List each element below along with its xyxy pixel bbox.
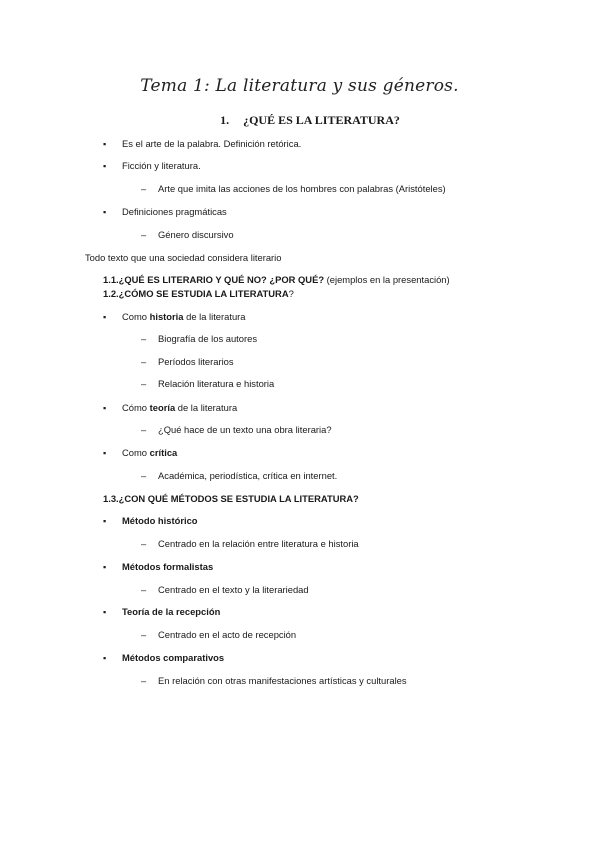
dash-icon: – — [141, 470, 147, 481]
sub-list-item: Centrado en el acto de recepción — [158, 629, 297, 640]
list-item-critica: Como crítica — [122, 447, 178, 458]
list-item: Es el arte de la palabra. Definición retórica. — [122, 138, 302, 149]
paragraph: Todo texto que una sociedad considera literario — [85, 252, 282, 263]
bullet-icon: ▪ — [103, 562, 107, 572]
bullet-icon: ▪ — [103, 653, 107, 663]
sub-list-item: Centrado en la relación entre literatura e historia — [158, 538, 359, 549]
list-item-metodo: Métodos formalistas — [122, 561, 214, 572]
sub-list-item: Género discursivo — [158, 229, 234, 240]
dash-icon: – — [141, 675, 147, 686]
section-1-title: ¿QUÉ ES LA LITERATURA? — [243, 113, 400, 127]
dash-icon: – — [141, 183, 147, 194]
dash-icon: – — [141, 333, 147, 344]
dash-icon: – — [141, 356, 147, 367]
page-title: Tema 1: La literatura y sus géneros. — [140, 76, 459, 96]
dash-icon: – — [141, 629, 147, 640]
list-item-teoria: Cómo teoría de la literatura — [122, 402, 238, 413]
bullet-icon: ▪ — [103, 448, 107, 458]
list-item-metodo: Método histórico — [122, 515, 198, 526]
list-item-metodo: Teoría de la recepción — [122, 606, 221, 617]
section-1-2-heading: 1.2.¿CÓMO SE ESTUDIA LA LITERATURA? — [103, 288, 294, 299]
sub-list-item: Biografía de los autores — [158, 333, 258, 344]
bullet-icon: ▪ — [103, 516, 107, 526]
list-item-metodo: Métodos comparativos — [122, 652, 225, 663]
list-item-historia: Como historia de la literatura — [122, 311, 246, 322]
list-item: Definiciones pragmáticas — [122, 206, 227, 217]
sub-list-item: Períodos literarios — [158, 356, 234, 367]
bullet-icon: ▪ — [103, 607, 107, 617]
sub-list-item: Académica, periodística, crítica en internet. — [158, 470, 338, 481]
bullet-icon: ▪ — [103, 312, 107, 322]
section-1-number: 1. — [220, 113, 230, 127]
dash-icon: – — [141, 378, 147, 389]
sub-list-item: Relación literatura e historia — [158, 378, 275, 389]
sub-list-item: Centrado en el texto y la literariedad — [158, 584, 309, 595]
dash-icon: – — [141, 584, 147, 595]
dash-icon: – — [141, 538, 147, 549]
bullet-icon: ▪ — [103, 403, 107, 413]
bullet-icon: ▪ — [103, 207, 107, 217]
bullet-icon: ▪ — [103, 139, 107, 149]
list-item: Ficción y literatura. — [122, 160, 201, 171]
bullet-icon: ▪ — [103, 161, 107, 171]
dash-icon: – — [141, 229, 147, 240]
section-1-1-heading: 1.1.¿QUÉ ES LITERARIO Y QUÉ NO? ¿POR QUÉ? (ejemplos en la presentación) — [103, 274, 450, 285]
dash-icon: – — [141, 424, 147, 435]
section-1-heading — [0, 113, 599, 128]
sub-list-item: ¿Qué hace de un texto una obra literaria? — [158, 424, 332, 435]
section-1-3-heading: 1.3.¿CON QUÉ MÉTODOS SE ESTUDIA LA LITERATURA? — [103, 493, 359, 504]
sub-list-item: En relación con otras manifestaciones artísticas y culturales — [158, 675, 407, 686]
sub-list-item: Arte que imita las acciones de los hombres con palabras (Aristóteles) — [158, 183, 446, 194]
